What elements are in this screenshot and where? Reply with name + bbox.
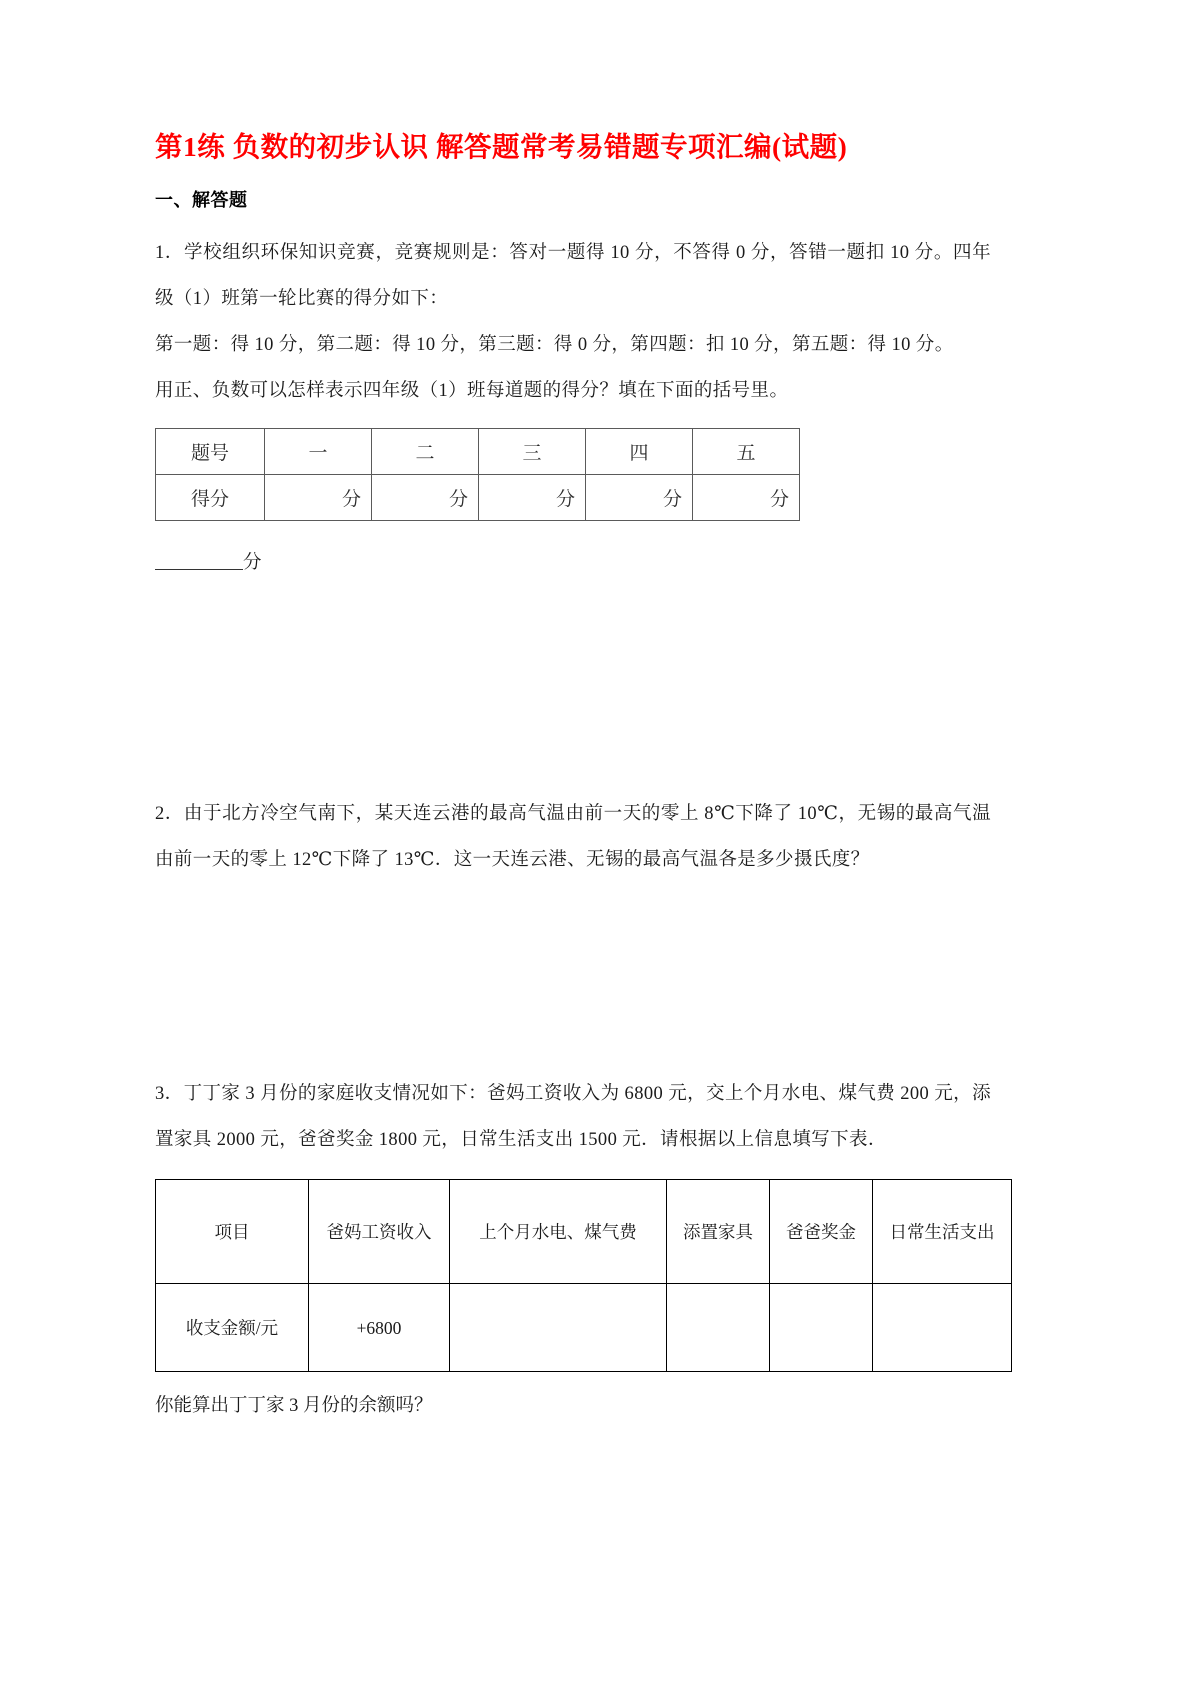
table2-row-label: 收支金额/元: [156, 1284, 309, 1372]
question-3-follow-up: 你能算出丁丁家 3 月份的余额吗？: [155, 1396, 433, 1417]
table1-score-1[interactable]: 分: [265, 475, 372, 521]
question-1-line-2: 第一题：得 10 分，第二题：得 10 分，第三题：得 0 分，第四题：扣 10 分，第五题：得 10 分。: [155, 335, 954, 356]
answer-blank-underline[interactable]: [155, 568, 243, 570]
table2-value-living[interactable]: [873, 1284, 1012, 1372]
table-row: [156, 1180, 1012, 1284]
question-1-line-1: 1．学校组织环保知识竞赛，竞赛规则是：答对一题得 10 分，不答得 0 分，答错一题扣 10 分。四年级（1）班第一轮比赛的得分如下：: [155, 243, 991, 310]
table2-header-utilities: 上个月水电、煤气费: [450, 1180, 667, 1284]
question-1: [155, 230, 991, 583]
section-heading: 一、解答题: [155, 190, 248, 211]
table2-header-furniture: 添置家具: [667, 1180, 770, 1284]
table1-question-5: 五: [693, 429, 800, 475]
page-title: 第1练 负数的初步认识 解答题常考易错题专项汇编(试题): [155, 131, 848, 162]
table-row: [156, 429, 800, 475]
table2-header-bonus: 爸爸奖金: [770, 1180, 873, 1284]
question-2-line-1: 2．由于北方冷空气南下，某天连云港的最高气温由前一天的零上 8℃下降了 10℃，无锡的最高气温由前一天的零上 12℃下降了 13℃．这一天连云港、无锡的最高气温各是多少摄氏度？: [155, 804, 991, 871]
table-row: [156, 475, 800, 521]
table1-score-2[interactable]: 分: [372, 475, 479, 521]
table1-question-4: 四: [586, 429, 693, 475]
table1-question-1: 一: [265, 429, 372, 475]
question-1-answer-line: [155, 543, 991, 583]
table1-score-3[interactable]: 分: [479, 475, 586, 521]
table2-value-furniture[interactable]: [667, 1284, 770, 1372]
answer-space-1: [155, 583, 991, 791]
table2-value-salary[interactable]: +6800: [309, 1284, 450, 1372]
table-row: [156, 1284, 1012, 1372]
question-2: [155, 791, 991, 883]
table2-header-living: 日常生活支出: [873, 1180, 1012, 1284]
question-3: [155, 1071, 995, 1428]
question-1-score-table: [155, 428, 800, 521]
table2-value-bonus[interactable]: [770, 1284, 873, 1372]
table2-header-item: 项目: [156, 1180, 309, 1284]
question-1-line-3: 用正、负数可以怎样表示四年级（1）班每道题的得分？填在下面的括号里。: [155, 381, 789, 402]
table2-value-utilities[interactable]: [450, 1284, 667, 1372]
table1-score-5[interactable]: 分: [693, 475, 800, 521]
answer-space-2: [155, 883, 991, 1071]
table1-row-label-1: 得分: [156, 475, 265, 521]
page-content: [155, 130, 995, 1447]
table1-question-3: 三: [479, 429, 586, 475]
table1-score-4[interactable]: 分: [586, 475, 693, 521]
question-3-budget-table: [155, 1179, 1012, 1372]
table1-row-label-0: 题号: [156, 429, 265, 475]
question-3-line-1: 3．丁丁家 3 月份的家庭收支情况如下：爸妈工资收入为 6800 元，交上个月水电、煤气费 200 元，添置家具 2000 元，爸爸奖金 1800 元，日常生活支出 1500 元．请根据以上信息填写下表．: [155, 1084, 991, 1151]
answer-blank-unit: 分: [243, 553, 262, 574]
table2-header-salary: 爸妈工资收入: [309, 1180, 450, 1284]
table1-question-2: 二: [372, 429, 479, 475]
